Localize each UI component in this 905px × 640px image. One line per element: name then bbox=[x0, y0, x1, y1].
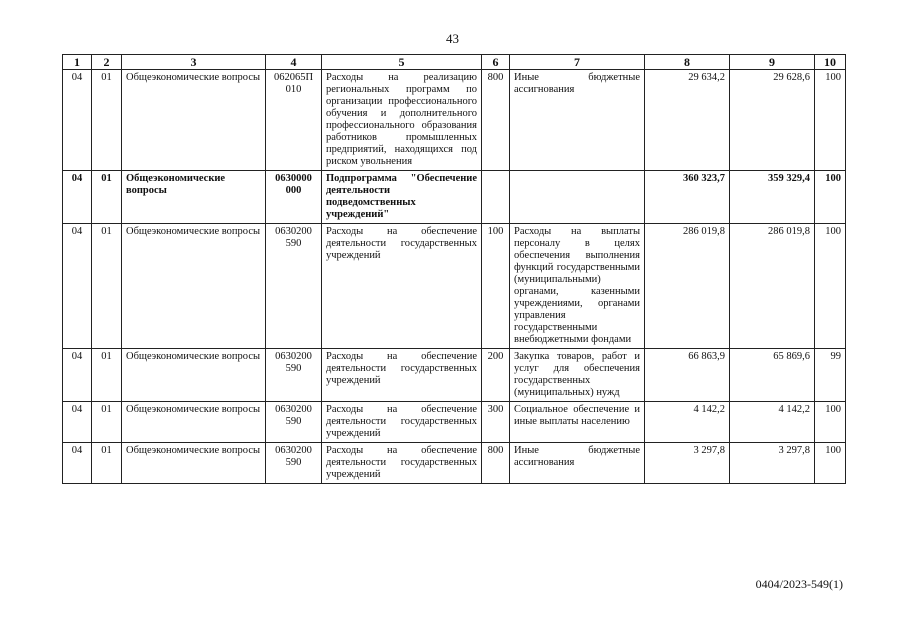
section-code: 04 bbox=[63, 349, 92, 402]
column-header-8: 8 bbox=[645, 55, 730, 70]
target-article-code: 062065П 010 bbox=[266, 70, 322, 171]
target-article-code: 0630200 590 bbox=[266, 402, 322, 443]
column-header-1: 1 bbox=[63, 55, 92, 70]
budget-table bbox=[62, 54, 846, 484]
section-code: 04 bbox=[63, 171, 92, 224]
table-row bbox=[63, 402, 846, 443]
section-code: 04 bbox=[63, 443, 92, 484]
target-article-code: 0630000 000 bbox=[266, 171, 322, 224]
page-number: 43 bbox=[446, 31, 459, 46]
table-row bbox=[63, 443, 846, 484]
expense-type-code: 800 bbox=[482, 70, 510, 171]
section-name: Общеэкономические вопросы bbox=[122, 349, 266, 402]
column-header-2: 2 bbox=[92, 55, 122, 70]
subsection-code: 01 bbox=[92, 70, 122, 171]
table-row bbox=[63, 70, 846, 171]
execution-percent: 100 bbox=[815, 171, 846, 224]
column-header-10: 10 bbox=[815, 55, 846, 70]
target-article-code: 0630200 590 bbox=[266, 349, 322, 402]
section-name: Общеэкономические вопросы bbox=[122, 443, 266, 484]
expense-type-code: 100 bbox=[482, 224, 510, 349]
expense-description: Расходы на обеспечение деятельности государственных учреждений bbox=[322, 349, 482, 402]
subsection-code: 01 bbox=[92, 443, 122, 484]
execution-percent: 100 bbox=[815, 224, 846, 349]
execution-percent: 100 bbox=[815, 443, 846, 484]
execution-percent: 99 bbox=[815, 349, 846, 402]
expense-description: Расходы на обеспечение деятельности государственных учреждений bbox=[322, 402, 482, 443]
expense-description: Расходы на обеспечение деятельности государственных учреждений bbox=[322, 224, 482, 349]
table-body bbox=[63, 70, 846, 484]
executed-amount: 65 869,6 bbox=[730, 349, 815, 402]
column-header-7: 7 bbox=[510, 55, 645, 70]
table-row bbox=[63, 224, 846, 349]
expense-type-code: 800 bbox=[482, 443, 510, 484]
section-name: Общеэкономические вопросы bbox=[122, 70, 266, 171]
section-code: 04 bbox=[63, 224, 92, 349]
planned-amount: 360 323,7 bbox=[645, 171, 730, 224]
subsection-code: 01 bbox=[92, 402, 122, 443]
table-row bbox=[63, 349, 846, 402]
expense-type-name: Иные бюджетные ассигнования bbox=[510, 443, 645, 484]
subsection-code: 01 bbox=[92, 224, 122, 349]
section-name: Общеэкономические вопросы bbox=[122, 402, 266, 443]
planned-amount: 286 019,8 bbox=[645, 224, 730, 349]
expense-type-name bbox=[510, 171, 645, 224]
executed-amount: 3 297,8 bbox=[730, 443, 815, 484]
expense-description: Расходы на обеспечение деятельности государственных учреждений bbox=[322, 443, 482, 484]
subsection-code: 01 bbox=[92, 349, 122, 402]
table-header-row bbox=[63, 55, 846, 70]
executed-amount: 286 019,8 bbox=[730, 224, 815, 349]
column-header-3: 3 bbox=[122, 55, 266, 70]
section-name: Общеэкономические вопросы bbox=[122, 224, 266, 349]
execution-percent: 100 bbox=[815, 70, 846, 171]
expense-type-code: 300 bbox=[482, 402, 510, 443]
executed-amount: 4 142,2 bbox=[730, 402, 815, 443]
execution-percent: 100 bbox=[815, 402, 846, 443]
subsection-code: 01 bbox=[92, 171, 122, 224]
expense-type-name: Иные бюджетные ассигнования bbox=[510, 70, 645, 171]
section-code: 04 bbox=[63, 402, 92, 443]
expense-type-code: 200 bbox=[482, 349, 510, 402]
column-header-9: 9 bbox=[730, 55, 815, 70]
expense-description: Подпрограмма "Обеспечение деятельности подведомственных учреждений" bbox=[322, 171, 482, 224]
planned-amount: 3 297,8 bbox=[645, 443, 730, 484]
expense-type-code bbox=[482, 171, 510, 224]
table-row bbox=[63, 171, 846, 224]
executed-amount: 29 628,6 bbox=[730, 70, 815, 171]
section-name: Общеэкономические вопросы bbox=[122, 171, 266, 224]
expense-type-name: Расходы на выплаты персоналу в целях обеспечения выполнения функций государственными (муниципальными) органами, казенными учреждениями, органами управления государственными внебюджетными фондами bbox=[510, 224, 645, 349]
section-code: 04 bbox=[63, 70, 92, 171]
planned-amount: 66 863,9 bbox=[645, 349, 730, 402]
planned-amount: 29 634,2 bbox=[645, 70, 730, 171]
column-header-5: 5 bbox=[322, 55, 482, 70]
expense-type-name: Социальное обеспечение и иные выплаты населению bbox=[510, 402, 645, 443]
column-header-4: 4 bbox=[266, 55, 322, 70]
document-code: 0404/2023-549(1) bbox=[755, 577, 843, 591]
executed-amount: 359 329,4 bbox=[730, 171, 815, 224]
column-header-6: 6 bbox=[482, 55, 510, 70]
planned-amount: 4 142,2 bbox=[645, 402, 730, 443]
target-article-code: 0630200 590 bbox=[266, 224, 322, 349]
target-article-code: 0630200 590 bbox=[266, 443, 322, 484]
expense-type-name: Закупка товаров, работ и услуг для обеспечения государственных (муниципальных) нужд bbox=[510, 349, 645, 402]
expense-description: Расходы на реализацию региональных программ по организации профессионального обучения и дополнительного профессионального образования работников промышленных предприятий, находящихся под риском увольнения bbox=[322, 70, 482, 171]
